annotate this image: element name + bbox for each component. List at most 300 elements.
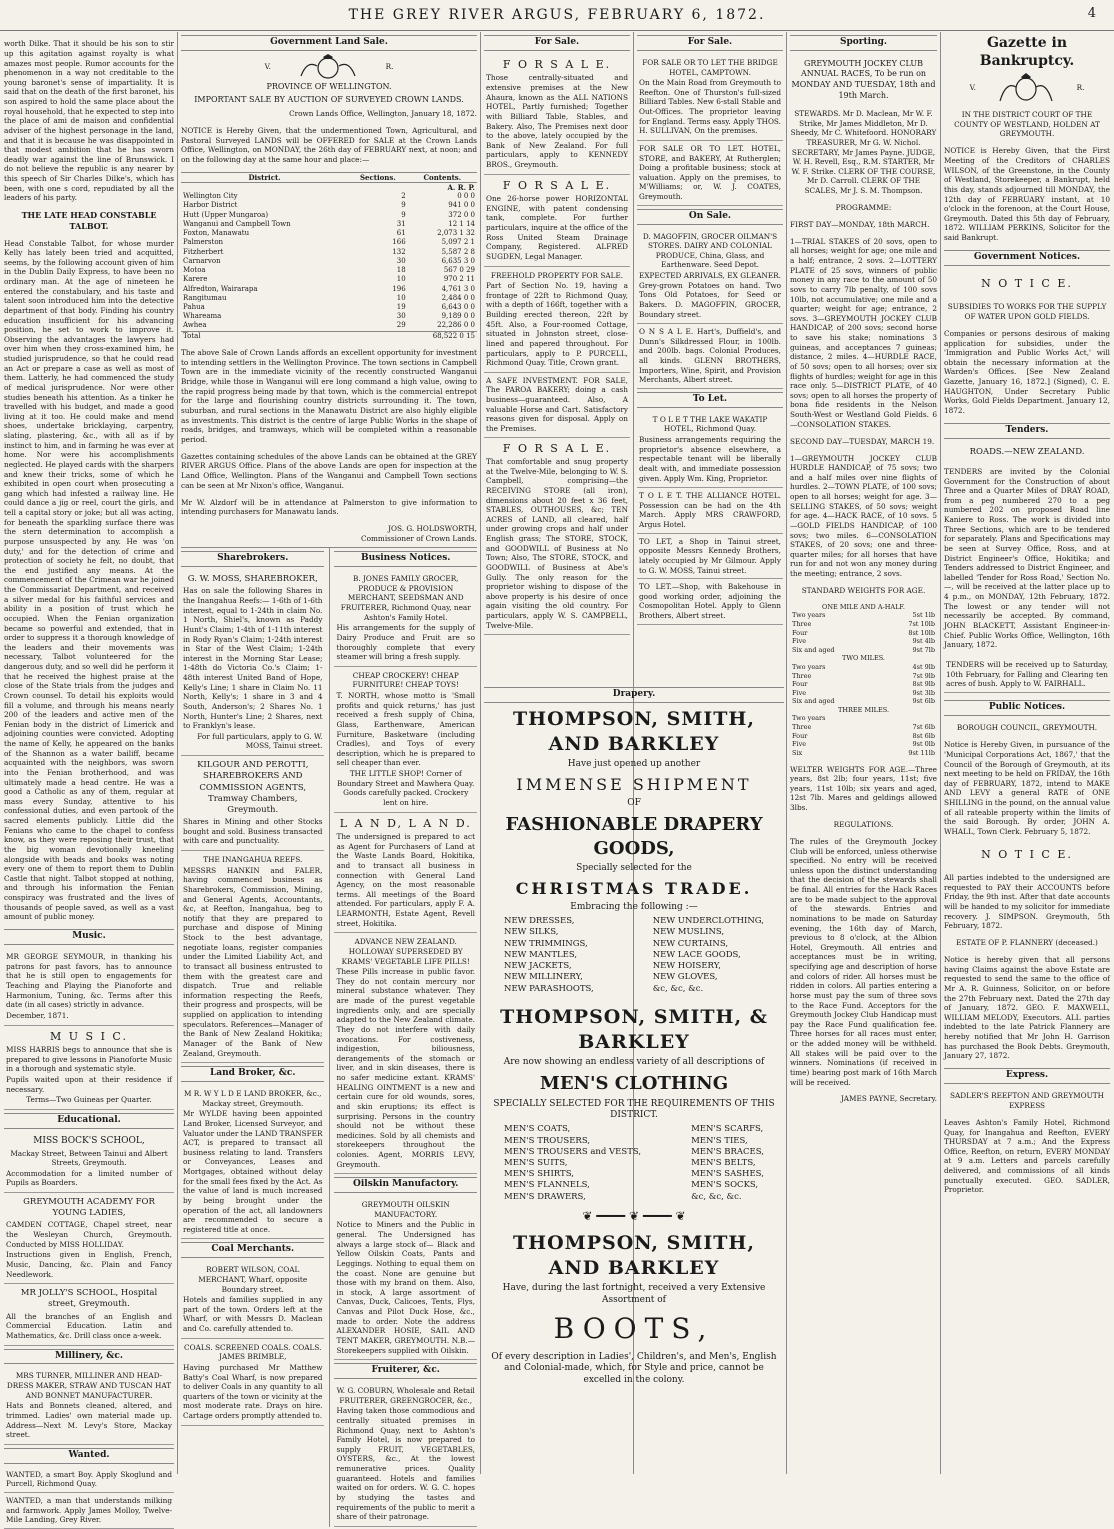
drapery-header: Drapery. — [484, 687, 784, 703]
sale-signer: JOS. G. HOLDSWORTH, — [388, 524, 477, 534]
drapery-items — [484, 916, 784, 995]
academy-ad — [4, 1193, 174, 1284]
masthead-title: THE GREY RIVER ARGUS, FEBRUARY 6, 1872. — [348, 7, 766, 23]
district-row — [181, 285, 477, 294]
glenn-ad: O N S A L E. Hart's, Duffield's, and Dunn's Silkdressed Flour, in 100lb. and 200lb. bags. Colonial Produces, all kinds. GLENN BROTHERS, Importers, Wine, Spirit, and Provision Merchants, Albert street. — [637, 324, 783, 389]
first-day-races: 1—TRIAL STAKES of 20 sovs, open to all horses; weight for age; one mile and a half; entrance, 2 sovs. 2—LOTTERY PLATE of 25 sovs, winners of public money in any race to the amount of 50 sovs to carry 7lb penalty, of 100 sovs 10lb, not accumulative; one mile and a quarter; weight for age; entrance, 2 sovs. 3—GREYMOUTH JOCKEY CLUB HANDICAP, of 200 sovs; second horse to save his stake; nominations 3 guineas, and acceptances 7 guineas; distance, 2 miles. 4—HURDLE RACE, of 50 sovs; open to all horses; over six flights of hurdles; weight for age in this race only. 5—DISTRICT PLATE, of 40 sovs; open to all horses the property of bona fide residents in the Nelson South-West or Westland Gold Fields. 6—CONSOLATION STAKES. — [790, 236, 937, 429]
weight-age: Three — [792, 620, 812, 629]
kilgour-ad — [181, 756, 324, 851]
land-sale-header: Government Land Sale. — [181, 35, 477, 51]
district-name: Karere — [183, 275, 208, 284]
oilskin-text: Notice to Miners and the Public in general. The Undersigned has always a large stock of— Black and Yellow Oilskin Coats, Pants and Leggings. Nothing to equal them on the coast. None are genuine but those with my brand on them. Also, in stock, A large assortment of Canvas, Duck, Calicoes, Tents, Flys, Canvas and Pilot Duck Hose, &c., made to order. Note the address ALEXANDER HOSIE, SAIL AND TENT MAKER, GREYMOUTH. N.B.—Storekeepers supplied with Oilskin. — [336, 1220, 475, 1355]
jockey-club-title: GREYMOUTH JOCKEY CLUB ANNUAL RACES, To be run on MONDAY AND TUESDAY, 18th and 19th March. — [791, 58, 936, 100]
weight-value: 9st 4lb — [912, 637, 935, 646]
oilskin-title: GREYMOUTH OILSKIN MANUFACTORY. — [361, 1200, 450, 1219]
seymour-text: MR GEORGE SEYMOUR, in thanking his patrons for past favors, has to announce that he is still open to engagements for Teaching and Playing the Pianoforte and Harmonium, Tuning, &c. Terms after this date (in all cases) strictly in advance. — [6, 952, 172, 1010]
freehold-ad — [484, 267, 630, 373]
drapery-ad — [484, 684, 784, 1477]
roads-text: TENDERS are invited by the Colonial Government for the Construction of about Three and a Quarter Miles of DRAY ROAD, from a peg numbered 270 to a peg numbered 202 on proposed Road line Kaniere to Ross. The work is divided into Three Sections, which are to be tendered for separately. Plans and Specifications may be seen at Survey Office, Ross, and at District Engineer's Office, Hokitika; and Tenders addressed to District Engineer, and labelled 'Tender for Ross Road,' Section No. —, will be received at the latter place up to 4 p.m., on MONDAY, 12th February, 1872. The lowest or any tender will not necessarily be accepted. By command, JOHN BLACKETT, Assistant Engineer-in-Chief. Public Works Office, Wellington, 16th January, 1872. — [944, 466, 1110, 650]
crockery-text: T. NORTH, whose motto is 'Small profits and quick returns,' has just received a fresh supply of China, Glass, Earthenware, American Furniture, Basketware (including Cradles), and Toys of every description, which he is prepared to sell cheaper than ever. — [336, 691, 475, 768]
mens-item: MEN'S SASHES, — [691, 1169, 764, 1180]
boots-description: Of every description in Ladies', Children's, and Men's, English and Colonial-made, which, for Style and price, cannot be excelled in the colony. — [491, 1351, 777, 1386]
district-sections: 19 — [396, 302, 406, 311]
crockery-title: CHEAP CROCKERY! CHEAP FURNITURE! CHEAP TOYS! — [352, 670, 459, 690]
moss-text: Has on sale the following Shares in the Inangahua Reefs:— 1-6th of 1-6th interest, equal to 1-24th in claim No. 1 North, Shiel's, known as Paddy Hunt's Claim; 1-4th of 1-11th interest in Rody Ryan's Claim; 1-24th interest in Star of the West Claim; 1-24th interest in the Morning Star Lease; 1-48th do Victoria Co.'s Claim; 1-48th interest United Band of Hope, Kelly's Line; 1 share in Claim No. 11 North, Kelly's; 1 share in 3 and 4 South, Anderson's; 2 Shares No. 1 North, Hunter's Line; 2 Shares, next to Franklyn's lease. — [183, 586, 323, 731]
freehold-text: Part of Section No. 19, having a frontage of 22ft to Richmond Quay, with a depth of 166ft, together with a Building erected thereon, 22ft by 45ft. Also, a Four-roomed Cottage, situated in Johnston street, close-lined and papered throughout. For particulars, apply to P. PURCELL, Richmond Quay. Title, Crown grant. — [486, 281, 628, 368]
districts-table — [181, 172, 477, 341]
drapery-item: NEW HOISERY, — [652, 961, 721, 972]
weight-age: Five — [792, 688, 807, 697]
jolly-text: All the branches of an English and Commercial Education. Latin and Mathematics, &c. Drill class once a-week. — [6, 1311, 172, 1340]
fruiterer-header: Fruiterer, &c. — [334, 1363, 477, 1379]
public-notices-header: Public Notices. — [944, 700, 1110, 716]
wanted-ad-1: WANTED, a smart Boy. Apply Skoglund and Purcell, Richmond Quay. — [4, 1467, 174, 1493]
weight-age: Four — [792, 680, 808, 689]
christmas-text: CHRISTMAS TRADE. — [515, 879, 753, 899]
mens-item: MEN'S SOCKS, — [691, 1180, 759, 1191]
court-notice: NOTICE is Hereby Given, that the First Meeting of the Creditors of CHARLES WILSON, of the Greenstone, in the County of Westland, Storekeeper, a Bankrupt, held this day, stands adjourned till MONDAY, the 12th day of FEBRUARY instant, at 10 o'clock in the forenoon, at the Court House, Greymouth. Dated this 5th day of February, 1872. WILLIAM PERKINS, Solicitor for the said Bankrupt. — [944, 146, 1110, 243]
wanted-ad-2: WANTED, a man that understands milking and farmwork. Apply James Molloy, Twelve-Mile Landing, Grey River. — [4, 1493, 174, 1529]
jones-text: His arrangements for the supply of Dairy Produce and Fruit are so thoroughly complete that every steamer will bring a fresh supply. — [336, 623, 475, 662]
opened-text: Have just opened up another — [567, 759, 701, 770]
for-sale-header: For Sale. — [484, 35, 630, 51]
talbot-title: THE LATE HEAD CONSTABLE TALBOT. — [21, 210, 157, 231]
gazette-title: Gazette in Bankruptcy. — [979, 35, 1075, 70]
weights-mile-half: ONE MILE AND A-HALF. — [822, 602, 905, 611]
weight-row — [790, 663, 937, 672]
magoffin-text: EXPECTED ARRIVALS, EX GLEANER. Grey-grown Potatoes on hand. Two Tons Old Potatoes, for Seed or Bakers. D. MAGOFFIN, GROCER, Boundary street. — [639, 271, 781, 319]
subcol-business — [329, 548, 477, 1527]
express-header: Express. — [944, 1068, 1110, 1084]
sale-body: The above Sale of Crown Lands affords an excellent opportunity for investment to intending settlers in the Wellington Province. The town sections in Campbell Town are in the immediate vicinity of the recently constructed Wanganui Bridge, while those in Wanganui will ere long command a high value, owing to the rapid progress being made by that town, which is the commercial entrepot for the large and flourishing country districts surrounding it. The town, suburban, and rural sections in the Manawatu District are also highly eligible as investments. This district is the centre of large Public Works in the shape of roads, bridges, and tramways, which will be completed within a reasonable period. — [181, 348, 477, 444]
coburn-ad — [334, 1382, 477, 1527]
notice-word: N O T I C E. — [981, 276, 1073, 290]
district-row — [181, 303, 477, 312]
moss-ad — [181, 570, 324, 756]
weight-value: 4st 9lb — [912, 662, 935, 671]
district-sections: 166 — [392, 238, 406, 247]
mens-items — [484, 1124, 784, 1203]
showing-text: Are now showing an endless variety of all descriptions of — [503, 1056, 765, 1067]
bock-address: Mackay Street, Between Tainui and Albert Streets, Greymouth. — [10, 1148, 168, 1168]
district-row — [181, 211, 477, 220]
weight-age: Six — [792, 748, 803, 757]
weights-table-1 — [790, 611, 937, 654]
notice-word-2: N O T I C E. — [981, 847, 1073, 861]
weight-row — [790, 620, 937, 629]
district-contents: 9,189 0 0 — [441, 312, 475, 321]
bock-ad — [4, 1132, 174, 1193]
district-sections: 18 — [396, 266, 406, 275]
drapery-item: NEW MANTLES, — [504, 949, 578, 960]
district-name: Fitzherbert — [183, 247, 224, 256]
fs2-ad — [484, 175, 630, 267]
academy-title: GREYMOUTH ACADEMY FOR YOUNG LADIES, — [23, 1197, 155, 1219]
alliance-ad: T O L E T. THE ALLIANCE HOTEL. Possession can be had on the 4th March. Apply MRS CRAWFORD, Argus Hotel. — [637, 488, 783, 534]
weight-age: Two years — [792, 662, 826, 671]
district-name: Pahua — [183, 302, 205, 311]
weight-value: 9st 6lb — [912, 697, 935, 706]
column-rule — [480, 32, 481, 1474]
secretary-signature: JAMES PAYNE, Secretary. — [840, 1094, 937, 1104]
jolly-title: MR JOLLY'S SCHOOL, Hospital street, Greymouth. — [20, 1288, 158, 1310]
crest-r: R. — [385, 61, 394, 71]
subsidies-text: Companies or persons desirous of making application for subsidies, under the 'Immigration and Public Works Act,' will obtain the necessary information at the Warden's Offices. [See New Zealand Gazette, January 16, 1872.] (Signed), C. E. HAUGHTON, Under Secretary Public Works, Gold Fields Department. January 12, 1872. — [944, 328, 1110, 415]
tenders-header: Tenders. — [944, 423, 1110, 439]
drapery-item: NEW UNDERCLOTHING, — [652, 916, 764, 927]
land-ad — [334, 813, 477, 934]
district-sections: 10 — [396, 293, 406, 302]
crest-icon — [293, 54, 363, 80]
fs3-text: That comfortable and snug property at the Twelve-Mile, belonging to W. S. Campbell, comprising—the RECEIVING STORE (all iron), dimensions about 20 feet x 36 feet, STABLES, OUTHOUSES, &c; TEN ACRES of LAND, all cleared, half under growing crops and half under English grass; The STORE, STOCK, and GOODWILL of Business at No Town; Also, The STORE, STOCK, and GOODWILL of Business at Abe's Gully. The only reason for the proprietor wishing to dispose of the above property is his desire of once again visiting the old country. For particulars, apply W. S. CAMPBELL, Twelve-Mile. — [486, 457, 628, 630]
district-sections: 9 — [401, 201, 406, 210]
th-contents: Contents. — [423, 172, 462, 182]
first-day-title: FIRST DAY—MONDAY, 18th MARCH. — [790, 219, 930, 229]
mens-item: MEN'S BRACES, — [691, 1146, 764, 1157]
drapery-item: NEW TRIMMINGS, — [504, 938, 588, 949]
fs3-title: F O R S A L E. — [502, 441, 612, 455]
district-row — [181, 229, 477, 238]
district-sections: 30 — [396, 312, 406, 321]
immense-text: IMMENSE SHIPMENT — [516, 774, 752, 794]
district-contents: 12 1 14 — [448, 219, 475, 228]
flannery-title: ESTATE OF P. FLANNERY (deceased.) — [956, 938, 1098, 948]
crest-icon — [996, 73, 1056, 103]
mens-item: MEN'S COATS, — [504, 1124, 571, 1135]
district-sections: 9 — [401, 210, 406, 219]
district-row — [181, 248, 477, 257]
weight-value: 5st 1lb — [912, 611, 935, 620]
court-title: IN THE DISTRICT COURT OF THE COUNTY OF WESTLAND, HOLDEN AT GREYMOUTH. — [954, 110, 1100, 139]
on-sale-header: On Sale. — [637, 209, 783, 225]
mens-item: MEN'S DRAWERS, — [504, 1191, 586, 1202]
kilgour-title: KILGOUR AND PEROTTI, SHAREBROKERS AND COMMISSION AGENTS, Tramway Chambers, Greymouth. — [197, 760, 309, 815]
land-broker-header: Land Broker, &c. — [181, 1066, 324, 1082]
district-contents: 0 0 0 — [457, 192, 475, 201]
district-name: Wellington City — [183, 192, 238, 201]
sadler-title: SADLER'S REEFTON AND GREYMOUTH EXPRESS — [950, 1091, 1104, 1111]
weight-age: Two years — [792, 714, 826, 723]
weight-value: 8st 10lb — [908, 628, 935, 637]
weight-age: Three — [792, 722, 812, 731]
weights-three-miles: THREE MILES. — [837, 705, 890, 714]
reefs-text: MESSRS HANKIN and FALER, having commenced business as Sharebrokers, Commission, Mining, and General Agents, Accountants, &c, at Reefton, Inangahua, beg to notify that they are prepared to purchase and dispose of Mining Stock to the best advantage, negotiate loans, register companies under the Limited Liability Act, and to transact all business entrusted to them with the greatest care and dispatch. True and reliable information respecting the Reefs, their progress and prospects, will be supplied on application to intending speculators. References—Manager of the Bank of New Zealand Hokitika; Manager of the Bank of New Zealand, Greymouth. — [183, 865, 323, 1058]
wakatip-ad — [637, 411, 783, 488]
drapery-item: NEW PARASHOOTS, — [504, 983, 594, 994]
weight-value: 8st 6lb — [912, 731, 935, 740]
wylde-title: M R. W Y L D E LAND BROKER, &c., Mackay street, Greymouth. — [183, 1089, 322, 1108]
moss-title: G. W. MOSS, SHAREBROKER, — [187, 574, 318, 585]
district-sections: 196 — [392, 284, 406, 293]
royal-crest-2 — [944, 73, 1110, 103]
weight-value — [871, 714, 937, 723]
seymour-ad — [4, 948, 174, 1025]
seymour-date: December, 1871. — [6, 1010, 69, 1020]
magoffin-title: D. MAGOFFIN, GROCER OILMAN'S STORES. DAIRY AND COLONIAL PRODUCE, China, Glass, and Earthenware. Seed Depot. — [642, 231, 778, 270]
article-intro: worth Dilke. That it should be his son to stir up this agitation against royalty is what amazes most people. Rumor accounts for the phenomenon in a way not creditable to the young baronet's sense of impartiality. It is said that on the death of the first baronet, his son aspired to hold the same place about the royal household, that he expected to step into the place of ami de maison and confidential adviser of the highest personage in the land, and that it is because he was disappointed in that modest ambition that he has sworn deadly war against the line of Brunswick. I do not believe the republic is any nearer by this speech of Sir Charles Dilke's, which has been, with one s cord, repudiated by all the leaders of his party. — [4, 39, 174, 203]
weight-value: 7st 10lb — [908, 620, 935, 629]
fs3-ad — [484, 438, 630, 636]
crockery-ad — [334, 667, 477, 813]
fashion-text: FASHIONABLE DRAPERY GOODS, — [505, 813, 763, 859]
weight-value: 9st 0lb — [912, 740, 935, 749]
fs2-text: One 26-horse power HORIZONTAL ENGINE, with patent condensing tank, complete. For further particulars, inquire at the office of the Ross United Steam Drainage Company, Registered. ALFRED SUGDEN, Legal Manager. — [486, 194, 628, 261]
district-contents: 22,286 0 0 — [437, 321, 475, 330]
district-row — [181, 238, 477, 247]
wakatip-title: T O L E T THE LAKE WAKATIP HOTEL, Richmond Quay. — [652, 414, 768, 434]
drapery-item: NEW LACE GOODS, — [652, 949, 741, 960]
kilgour-text: Shares in Mining and other Stocks bought and sold. Business transacted with care and punctuality. — [183, 817, 323, 846]
harris-ad — [4, 1026, 174, 1110]
turner-title: MRS TURNER, MILLINER AND HEAD-DRESS MAKER, STRAW AND TUSCAN HAT AND BONNET MANUFACTURER. — [6, 1371, 172, 1400]
embracing-text: Embracing the following :— — [570, 902, 698, 913]
wylde-ad — [181, 1085, 324, 1239]
bock-accommodation: Accommodation for a limited number of Pupils as Boarders. — [6, 1168, 172, 1188]
freehold-title: FREEHOLD PROPERTY FOR SALE. — [490, 270, 624, 280]
weight-row — [790, 697, 937, 706]
mens-item: MEN'S TROUSERS, — [504, 1135, 591, 1146]
roads-title: ROADS.—NEW ZEALAND. — [969, 447, 1085, 458]
reefs-title: THE INANGAHUA REEFS. — [203, 855, 303, 865]
district-row — [181, 312, 477, 321]
weight-age: Four — [792, 628, 808, 637]
fs1-title: F O R S A L E. — [502, 57, 612, 71]
little-shop: THE LITTLE SHOP! Corner of Boundary Street and Mawhera Quay. Goods carefully packed. Crockery lent on hire. — [337, 769, 475, 807]
oilskin-header: Oilskin Manufactory. — [334, 1177, 477, 1193]
brimble-title: COALS. SCREENED COALS. COALS. JAMES BRIMBLE, — [184, 1342, 322, 1362]
bakehouse-ad: TO LET.—Shop, with Bakehouse in good working order, adjoining the Cosmopolitan Hotel. Apply to Glenn Brothers, Albert street. — [637, 579, 783, 625]
brimble-text: Having purchased Mr Matthew Batty's Coal Wharf, is now prepared to deliver Coals in any quantity to all quarters of the town or vicinity at the most moderate rate. Drays on hire. Cartage orders promptly attended to. — [183, 1362, 323, 1421]
sale-signer-title: Commissioner of Crown Lands. — [361, 533, 477, 543]
district-contents: 941 0 0 — [448, 201, 475, 210]
district-name: Alfredton, Wairarapa — [183, 284, 258, 293]
boots-text: BOOTS, — [553, 1311, 715, 1345]
wanted-header: Wanted. — [4, 1448, 174, 1464]
flannery-text: Notice is hereby given that all persons having Claims against the above Estate are requested to send the same to the office of Mr A. R. Guinness, Solicitor, on or before the 27th February next. Dated the 27th day of January, 1872. GEO. F. MAXWELL, WILLIAM MELODY, Executors. ALL parties indebted to the late Patrick Flannery are hereby notified that Mr John H. Garrison has purchased the Book Debts. Greymouth, January 27, 1872. — [944, 955, 1110, 1061]
advance-title: ADVANCE NEW ZEALAND. HOLLOWAY SUPERSEDED BY KRAMS' VEGETABLE LIFE PILLS! — [341, 937, 470, 966]
drapery-item: NEW MILLINERY, — [504, 972, 583, 983]
borough-title: BOROUGH COUNCIL, GREYMOUTH. — [956, 723, 1098, 733]
weight-row — [790, 714, 937, 723]
weight-age: Four — [792, 731, 808, 740]
district-name: Awhea — [183, 321, 207, 330]
district-name: Rangitumau — [183, 293, 227, 302]
advance-ad — [334, 933, 477, 1174]
mens-item: MEN'S BELTS, — [691, 1157, 756, 1168]
special-text: SPECIALLY SELECTED FOR THE REQUIREMENTS OF THIS DISTRICT. — [493, 1098, 775, 1121]
weights-header: STANDARD WEIGHTS FOR AGE. — [801, 585, 926, 595]
weight-row — [790, 629, 937, 638]
music-word: M U S I C. — [50, 1029, 128, 1043]
sporting-header: Sporting. — [790, 35, 937, 51]
moss-sig: For full particulars, apply to G. W. MOSS, Tainui street. — [197, 731, 323, 751]
district-sections: 30 — [396, 256, 406, 265]
weight-age: Three — [792, 671, 812, 680]
weight-value: 9st 3lb — [912, 688, 935, 697]
drapery-item: NEW DRESSES, — [504, 916, 575, 927]
weight-row — [790, 732, 937, 741]
drapery-item: NEW CURTAINS, — [652, 938, 729, 949]
page-number: 4 — [1087, 6, 1096, 21]
firm-name-3: THOMPSON, SMITH, AND BARKLEY — [513, 1231, 755, 1279]
talbot-article: Head Constable Talbot, for whose murder Kelly has lately been tried and acquitted, seems, by the following account given of him in the Dublin Daily Express, to have been no ordinary man. At the age of nineteen he entered the constabulary, and his taste and talent soon introduced him into the detective department of that body. Finding his country education insufficient for his advancing position, he set to work to improve it. Observing the advantages the lawyers had over him when they cross-examined him, he studied jurisprudence, so that he could read an Act or prepare a case as well as most of them. Latterly, he had commenced the study of medical jurisprudence. Nor were other studies beneath his attention. As a tinker he travelled with his budget, and made a good living at it too. He could make and mend shoes, undertake bricklaying, carpentry, slating, plastering, &c., with all as if by instinct to him, and in farming he was ever at home. Nor were his accomplishments neglected. He played cards with the sharpers and knew their tricks, some of which he exhibited in open court when prosecuting a gang which had infested a railway line. He could dance a jig or reel, court the girls, and tell a capital story or joke; but all was acting, for beneath the sparkling surface there was the stern determination to accomplish a purpose unsuspected by any. He was 'on duty,' and for the detection of crime and protection of society he felt, no doubt, that the end justified any means. At the commencement of the Crimean war he joined the Commissariat Department, and received a silver medal for his faithful services and ability in a position of trust which he occupied. When the Fenian organization became so powerful and extended, that in order to suppress it a thorough knowledge of the leaders and their movements was necessary, Talbot volunteered for the dangerous duty, and so well did he perform it that he received the highest praise at the close of the State trials from the judges and Crown counsel. To detail his exploits would fill a volume, and through his means nearly 200 of the leaders and active men of the Fenian body in the district of Limerick and adjoining counties were convicted. Adopting the name of Kelly, he appeared on the banks of the Shannon as a water bailiff, became acquainted with the neighbors, was sworn into the Fenian brotherhood, and was ultimately made a head centre. He was a good a Catholic as any of them, regular at mass every Sunday, attentive to his confessional duties, and even partook of the sacred elements publicly. Little did the Fenians who came to the chapel to confess know, as they were reposing their trust, that the big woman devotionally kneeling alongside with beads and books was noting every one of them to report them to Dublin Castle that night. Talbot stopped at nothing, and through his information the Fenian conspiracy was frustrated and the lives of thousands of people saved, as well as a vast amount of public money. — [4, 238, 174, 922]
total-label: Total — [183, 331, 201, 340]
district-name: Harbor District — [183, 201, 238, 210]
weight-row — [790, 637, 937, 646]
wilson-ad — [181, 1261, 324, 1338]
regulations-header: REGULATIONS. — [833, 820, 894, 830]
borough-text: Notice is Hereby Given, in pursuance of the 'Municipal Corporations Act, 1867,' that the Council of the Borough of Greymouth, at its next meeting to be held on FRIDAY, the 16th day of FEBRUARY, 1872, intend to MAKE AND LEVY a general RATE of ONE SHILLING in the pound, on the annual value of all rateable property within the limits of the said Borough. By order, JOHN A. WHALL, Town Clerk. February 5, 1872. — [944, 740, 1110, 836]
programme-label: PROGRAMME: — [835, 202, 892, 212]
weight-value: 9st 11lb — [908, 748, 935, 757]
total-value: 68,522 0 15 — [432, 331, 475, 340]
district-sections: 29 — [396, 321, 406, 330]
turner-text: Hats and Bonnets cleaned, altered, and trimmed. Ladies' own material made up. Address—Next M. Levy's Store, Mackay street. — [6, 1401, 172, 1440]
mens-clothing-text: MEN'S CLOTHING — [539, 1072, 729, 1094]
weight-value: 9st 7lb — [912, 645, 935, 654]
mens-item: MEN'S SCARFS, — [691, 1124, 764, 1135]
jones-title: B. JONES FAMILY GROCER, PRODUCE & PROVISION MERCHANT, SEEDSMAN AND FRUITERER, Richmond Quay, near Ashton's Family Hotel. — [340, 574, 471, 622]
district-contents: 970 2 11 — [443, 275, 475, 284]
for-sale-header-2: For Sale. — [637, 35, 783, 51]
mens-item: MEN'S FLANNELS, — [504, 1180, 590, 1191]
oilskin-ad — [334, 1196, 477, 1360]
district-row — [181, 294, 477, 303]
mens-item: &c, &c, &c. — [691, 1191, 742, 1202]
district-contents: 6,643 0 0 — [441, 302, 475, 311]
turner-ad — [4, 1367, 174, 1444]
drapery-items-left — [504, 916, 594, 995]
coburn-title: W. G. COBURN, Wholesale and Retail FRUITERER, GREENGROCER, &c., — [336, 1386, 475, 1405]
drapery-items-right — [653, 916, 764, 995]
province-title: PROVINCE OF WELLINGTON. — [266, 81, 392, 91]
district-name: Whareama — [183, 312, 222, 321]
reefs-ad — [181, 851, 324, 1063]
column-1 — [4, 32, 174, 1525]
shop-ad: TO LET, a Shop in Tainui street, opposite Messrs Kennedy Brothers, lately occupied by Mr Gilmour. Apply to G. W. MOSS, Tainui street. — [637, 534, 783, 580]
royal-crest — [181, 54, 477, 80]
district-contents: 5,587 2 8 — [441, 247, 475, 256]
jones-ad — [334, 570, 477, 667]
mens-item: MEN'S TIES, — [691, 1135, 748, 1146]
crest-v: V. — [264, 61, 271, 71]
masthead — [0, 0, 1114, 31]
th-sections: Sections. — [359, 172, 396, 182]
weights-two-miles: TWO MILES. — [842, 654, 885, 663]
district-sections: 2 — [401, 192, 406, 201]
district-sections: 10 — [396, 275, 406, 284]
land-text: The undersigned is prepared to act as Agent for Purchasers of Land at the Waste Lands Board, Hokitika, and to transact all business in connection with General Land Agency, on the most reasonable terms. All meetings of the Board attended. For particulars, apply F. A. LEARMONTH, Estate Agent, Revell street, Hokitika. — [336, 832, 475, 928]
weight-age: Six and aged — [792, 697, 835, 706]
harris-terms: Terms—Two Guineas per Quarter. — [26, 1095, 152, 1105]
district-contents: 2,073 1 32 — [437, 229, 475, 238]
district-contents: 5,097 2 1 — [441, 238, 475, 247]
ornament-divider: ❦ ━━━━ ❦ ━━━━ ❦ — [582, 1208, 686, 1223]
weight-row — [790, 740, 937, 749]
millinery-header: Millinery, &c. — [4, 1349, 174, 1365]
safe-ad: A SAFE INVESTMENT. FOR SALE, The PAROA BAKERY; doing a cash business—guaranteed. Also, A valuable Horse and Cart. Satisfactory reasons given for disposal. Apply on the Premises. — [484, 373, 630, 438]
district-row — [181, 275, 477, 284]
selected-text: Specially selected for the — [576, 863, 692, 874]
th-units: A. R. P. — [447, 182, 475, 192]
district-row — [181, 266, 477, 275]
fs2-title: F O R S A L E. — [502, 178, 612, 192]
wakatip-text: Business arrangements requiring the proprietor's absence elsewhere, a respectable tenant will be liberally dealt with, and immediate possession given. Apply Wm. King, Proprietor. — [639, 435, 781, 483]
firm-name-1: THOMPSON, SMITH, AND BARKLEY — [513, 707, 755, 755]
weight-value: 7st 6lb — [912, 722, 935, 731]
drapery-item: NEW SILKS, — [504, 927, 559, 938]
gov-notices-header: Government Notices. — [944, 250, 1110, 266]
have-text: Have, during the last fortnight, received a very Extensive Assortment of — [502, 1282, 766, 1305]
mens-item: MEN'S SUITS, — [504, 1157, 568, 1168]
column-rule — [177, 32, 178, 1474]
advance-text: These Pills increase in public favor. They do not contain mercury nor mineral substance whatever. They are made of the purest vegetable ingredients only, and are specially adapted to the New Zealand climate. They do not interfere with daily avocations. For costiveness, indigestion, biliousness, derangements of the stomach or liver, and in skin diseases, there is no safer medicine extant. KRAMS' HEALING OINTMENT is a new and certain cure for old wounds, sores, and skin eruptions; its effect is surprising. Persons in the country should not be without these medicines. Sold by all chemists and storekeepers throughout the colonies. Agent, MORRIS LEVY, Greymouth. — [336, 967, 475, 1169]
district-row — [181, 192, 477, 201]
sharebrokers-header: Sharebrokers. — [181, 551, 324, 567]
sale-notice: NOTICE is Hereby Given, that the undermentioned Town, Agricultural, and Pastoral Surveyed LANDS will be OFFERED for SALE at the Crown Lands Office, Wellington, on MONDAY, the 26th day of FEBRUARY next, at noon; and on the following day at the same hour and place:— — [181, 125, 477, 164]
camptown-title: FOR SALE OR TO LET THE BRIDGE HOTEL, CAMPTOWN. — [642, 57, 778, 77]
second-day-title: SECOND DAY—TUESDAY, MARCH 19. — [790, 436, 935, 446]
brimble-ad — [181, 1339, 324, 1426]
drapery-item: NEW GLOVES, — [652, 972, 718, 983]
subsidies-title: SUBSIDIES TO WORKS FOR THE SUPPLY OF WATER UPON GOLD FIELDS. — [947, 302, 1107, 321]
district-contents: 6,635 3 0 — [441, 256, 475, 265]
land-title: L A N D, L A N D. — [339, 816, 472, 830]
jolly-ad — [4, 1284, 174, 1345]
district-contents: 2,484 0 0 — [441, 293, 475, 302]
column-5 — [637, 32, 783, 682]
weight-row — [790, 680, 937, 689]
regulations-text: The rules of the Greymouth Jockey Club will be enforced, unless otherwise specified. No entry will be received unless upon the distinct understanding that the decision of the stewards shall be final. All entries for the Hack Races are to be made subject to the approval of the stewards. Entries and nominations to be made on Saturday evening, the 16th day of March, previous to 8 o'clock, at the Albion Hotel, Greymouth. All entries and acceptances must be in writing, specifying age and description of horse and colors of rider. All horses must be ridden in colors. All parties entering a horse must pay the sum of three sovs to the Race Fund. Acceptors for the Greymouth Jockey Club Handicap must pay the Race Fund qualification fee. Three horses for all races must enter, or the added money will be withheld. All stakes will be paid over to the winners. Nominations (if received in time) bearing post mark of 16th March will be received. — [790, 836, 937, 1087]
coburn-text: Having taken those commodious and centrally situated premises in Richmond Quay, next to Ashton's Family Hotel, is now prepared to supply FRUIT, VEGETABLES, OYSTERS, &c., At the lowest remunerative prices. Quality guaranteed. Hotels and families waited on for orders. W. G. C. hopes by studying the tastes and requirements of the public to merit a share of their patronage. — [336, 1406, 475, 1522]
district-row — [181, 321, 477, 331]
weight-age: Five — [792, 740, 807, 749]
weight-age: Six and aged — [792, 645, 835, 654]
subcol-sharebrokers — [181, 548, 324, 1527]
column-4 — [484, 32, 630, 682]
simpson-notice: All parties indebted to the undersigned are requested to PAY their ACCOUNTS before Friday, the 9th inst. After that date accounts will be handed to my solicitor for immediate recovery. J. SIMPSON. Greymouth, 5th February, 1872. — [944, 873, 1110, 931]
business-header: Business Notices. — [334, 551, 477, 567]
column-rule — [786, 32, 787, 1474]
bock-title: MISS BOCK'S SCHOOL, — [33, 1135, 145, 1146]
academy-address: CAMDEN COTTAGE, Chapel street, near the Wesleyan Church, Greymouth. Conducted by MISS HOLLIDAY. — [6, 1220, 172, 1249]
mens-items-left — [504, 1124, 641, 1203]
crest-v-2: V. — [969, 82, 976, 92]
column-2 — [181, 32, 477, 1522]
stewards: STEWARDS. Mr D. Maclean, Mr W. F. Strike, Mr James Middleton, Mr D. Sheedy, Mr C. Whitefoord. HONORARY TREASURER, Mr G. W. Nichol. SECRETARY, Mr James Payne. JUDGE, W. H. Revell, Esq., R.M. STARTER, Mr W. F. Strike. CLERK OF THE COURSE, Mr D. Carroll. CLERK OF THE SCALES, Mr J. S. M. Thompson. — [790, 109, 937, 196]
weights-table-3 — [790, 714, 937, 757]
district-row — [181, 257, 477, 266]
weight-row — [790, 749, 937, 758]
weight-row — [790, 611, 937, 620]
district-sections: 31 — [396, 219, 406, 228]
column-rule — [940, 32, 941, 1474]
fs1-text: Those centrally-situated and extensive premises at the New Ahaura, known as the ALL NATIONS HOTEL, Partly furnished; Together with Billiard Table, Stables, and Bakery. Also, The Premises next door to the above, lately occupied by the Bank of New Zealand. For full particulars, apply to KENNEDY BROS., Greymouth. — [486, 73, 628, 170]
weight-value: 8st 9lb — [912, 680, 935, 689]
weight-row — [790, 646, 937, 655]
sale-title: IMPORTANT SALE BY AUCTION OF SURVEYED CROWN LANDS. — [194, 95, 464, 105]
fs1-ad — [484, 54, 630, 175]
welter-weights: WELTER WEIGHTS FOR AGE.—Three years, 8st 2lb; four years, 11st; five years, 11st 10lb; six years and aged, 12st 7lb. Mares and geldings allowed 3lbs. — [790, 764, 937, 813]
district-row — [181, 201, 477, 210]
music-header: Music. — [4, 929, 174, 945]
district-sections: 61 — [396, 229, 406, 238]
camptown-ad — [637, 54, 783, 141]
sadler-text: Leaves Ashton's Family Hotel, Richmond Quay, for Inangahua and Reefton, EVERY THURSDAY at 7 a.m.; And the Express Office, Reefton, on return, EVERY MONDAY at 9 a.m. Letters and parcels carefully delivered, and commissions of all kinds punctually executed. GEO. SADLER, Proprietor. — [944, 1117, 1110, 1195]
weight-row — [790, 672, 937, 681]
district-name: Motoa — [183, 266, 206, 275]
academy-text: Instructions given in English, French, Music, Dancing, &c. Plain and Fancy Needlework. — [6, 1250, 172, 1279]
